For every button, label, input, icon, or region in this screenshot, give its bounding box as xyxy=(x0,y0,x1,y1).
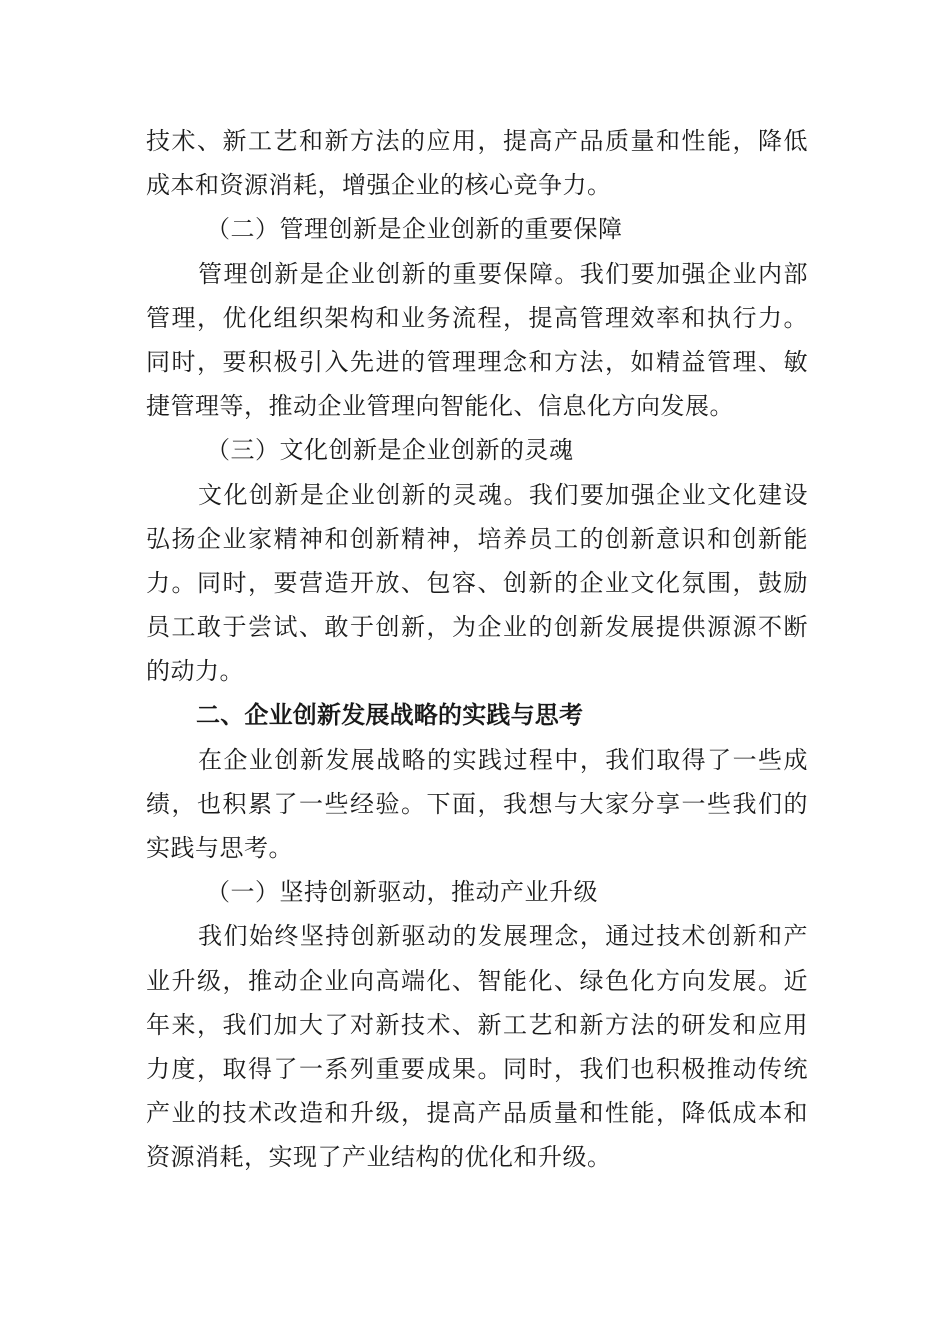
paragraph-innovation-driven xyxy=(146,914,808,1179)
text-line: 业升级，推动企业向高端化、智能化、绿色化方向发展。近 xyxy=(146,966,808,995)
text-line: 捷管理等，推动企业管理向智能化、信息化方向发展。 xyxy=(146,392,734,421)
section-heading-practice xyxy=(146,693,808,737)
text-line: 管理创新是企业创新的重要保障。我们要加强企业内部 xyxy=(198,259,808,288)
text-line: 年来，我们加大了对新技术、新工艺和新方法的研发和应用 xyxy=(146,1010,808,1039)
text-line: 实践与思考。 xyxy=(146,834,293,862)
text-line: 成本和资源消耗，增强企业的核心竞争力。 xyxy=(146,171,612,200)
paragraph-practice-intro xyxy=(146,738,808,871)
text-line: 弘扬企业家精神和创新精神，培养员工的创新意识和创新能 xyxy=(146,524,808,553)
subheading-culture-innovation xyxy=(146,428,808,472)
text-line: 在企业创新发展战略的实践过程中，我们取得了一些成 xyxy=(198,745,808,774)
paragraph-management-innovation xyxy=(146,252,808,429)
text-line: 技术、新工艺和新方法的应用，提高产品质量和性能，降低 xyxy=(146,127,808,155)
text-line: 同时，要积极引入先进的管理理念和方法，如精益管理、敏 xyxy=(146,347,808,376)
subheading-management-innovation xyxy=(146,207,808,251)
document-page xyxy=(146,119,808,1180)
paragraph-continuation xyxy=(146,119,808,207)
text-line: 资源消耗，实现了产业结构的优化和升级。 xyxy=(146,1143,612,1172)
subheading-text: （二）管理创新是企业创新的重要保障 xyxy=(206,215,623,244)
subheading-innovation-driven xyxy=(146,870,808,914)
subheading-text: （一）坚持创新驱动，推动产业升级 xyxy=(206,878,598,907)
text-line: 我们始终坚持创新驱动的发展理念，通过技术创新和产 xyxy=(198,922,808,951)
text-line: 产业的技术改造和升级，提高产品质量和性能，降低成本和 xyxy=(146,1099,808,1128)
text-line: 员工敢于尝试、敢于创新，为企业的创新发展提供源源不断 xyxy=(146,613,808,642)
section-heading-text: 二、企业创新发展战略的实践与思考 xyxy=(196,701,584,730)
paragraph-culture-innovation xyxy=(146,473,808,694)
text-line: 绩，也积累了一些经验。下面，我想与大家分享一些我们的 xyxy=(146,789,808,818)
text-line: 管理，优化组织架构和业务流程，提高管理效率和执行力。 xyxy=(146,303,808,332)
text-line: 文化创新是企业创新的灵魂。我们要加强企业文化建设 xyxy=(198,480,808,509)
text-line: 力度，取得了一系列重要成果。同时，我们也积极推动传统 xyxy=(146,1054,808,1083)
subheading-text: （三）文化创新是企业创新的灵魂 xyxy=(206,436,574,465)
text-line: 力。同时，要营造开放、包容、创新的企业文化氛围，鼓励 xyxy=(146,568,808,597)
text-line: 的动力。 xyxy=(146,657,244,686)
